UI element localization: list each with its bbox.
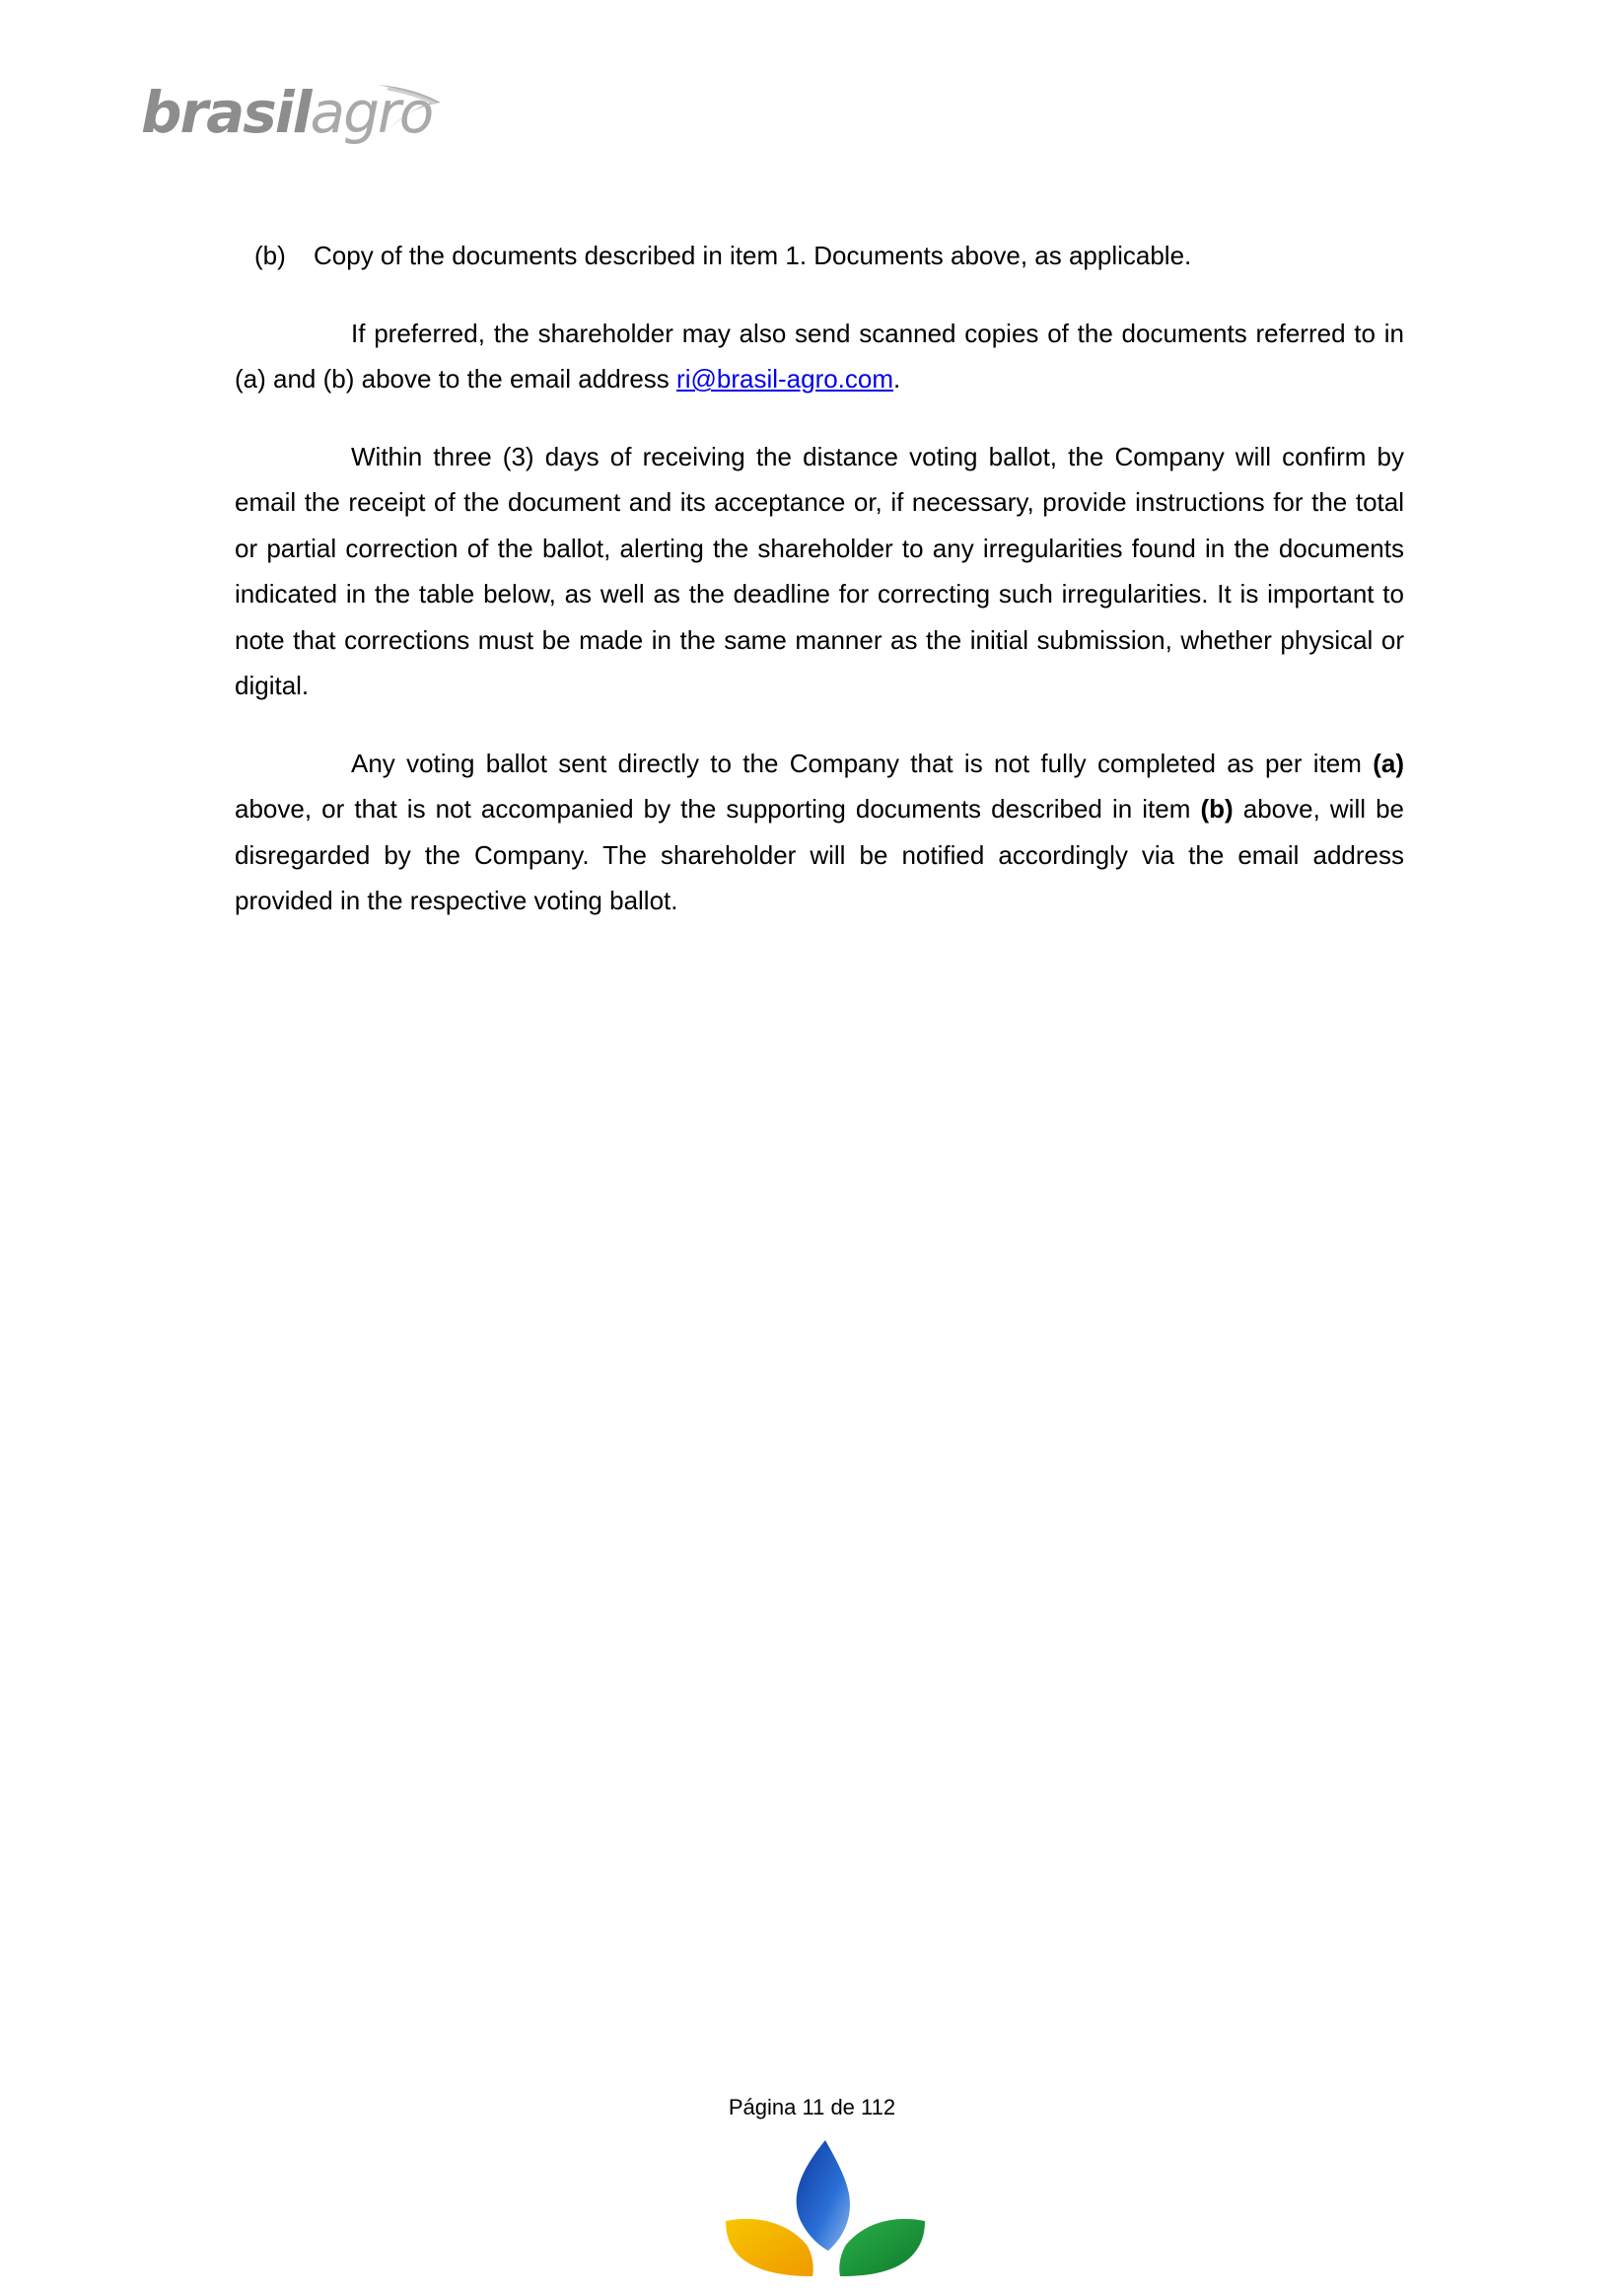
logo-wordmark: brasilagro — [141, 79, 433, 146]
logo-chevron-icon — [376, 79, 447, 138]
brasilagro-logo — [141, 73, 447, 152]
email-link[interactable]: ri@brasil-agro.com — [676, 364, 894, 394]
document-body — [235, 233, 1404, 956]
list-marker: (b) — [254, 241, 286, 270]
leaves-logo-icon — [724, 2138, 927, 2276]
list-item-b — [235, 233, 1404, 279]
paragraph-email: If preferred, the shareholder may also send scanned copies of the documents referred to in (a) and (b) above to the email address ri@brasil-agro.com. — [235, 318, 1404, 394]
list-item-text: Copy of the documents described in item 1. Documents above, as applicable. — [314, 241, 1192, 270]
page-number: Página 11 de 112 — [728, 2095, 896, 2119]
paragraph-confirmation: Within three (3) days of receiving the distance voting ballot, the Company will confirm by email the receipt of the document and its acceptance or, if necessary, provide instructions for the total or partial correction of the ballot, alerting the shareholder to any irregularities found in the documents indicated in the table below, as well as the deadline for correcting such irregularities. It is important to note that corrections must be made in the same manner as the initial submission, whether physical or digital. — [235, 441, 1404, 700]
paragraph-disregard: Any voting ballot sent directly to the Company that is not fully completed as per item (a) above, or that is not accompanied by the supporting documents described in item (b) above, will be disregarded by the Company. The shareholder will be notified accordingly via the email address provided in the respective voting ballot. — [235, 748, 1405, 915]
